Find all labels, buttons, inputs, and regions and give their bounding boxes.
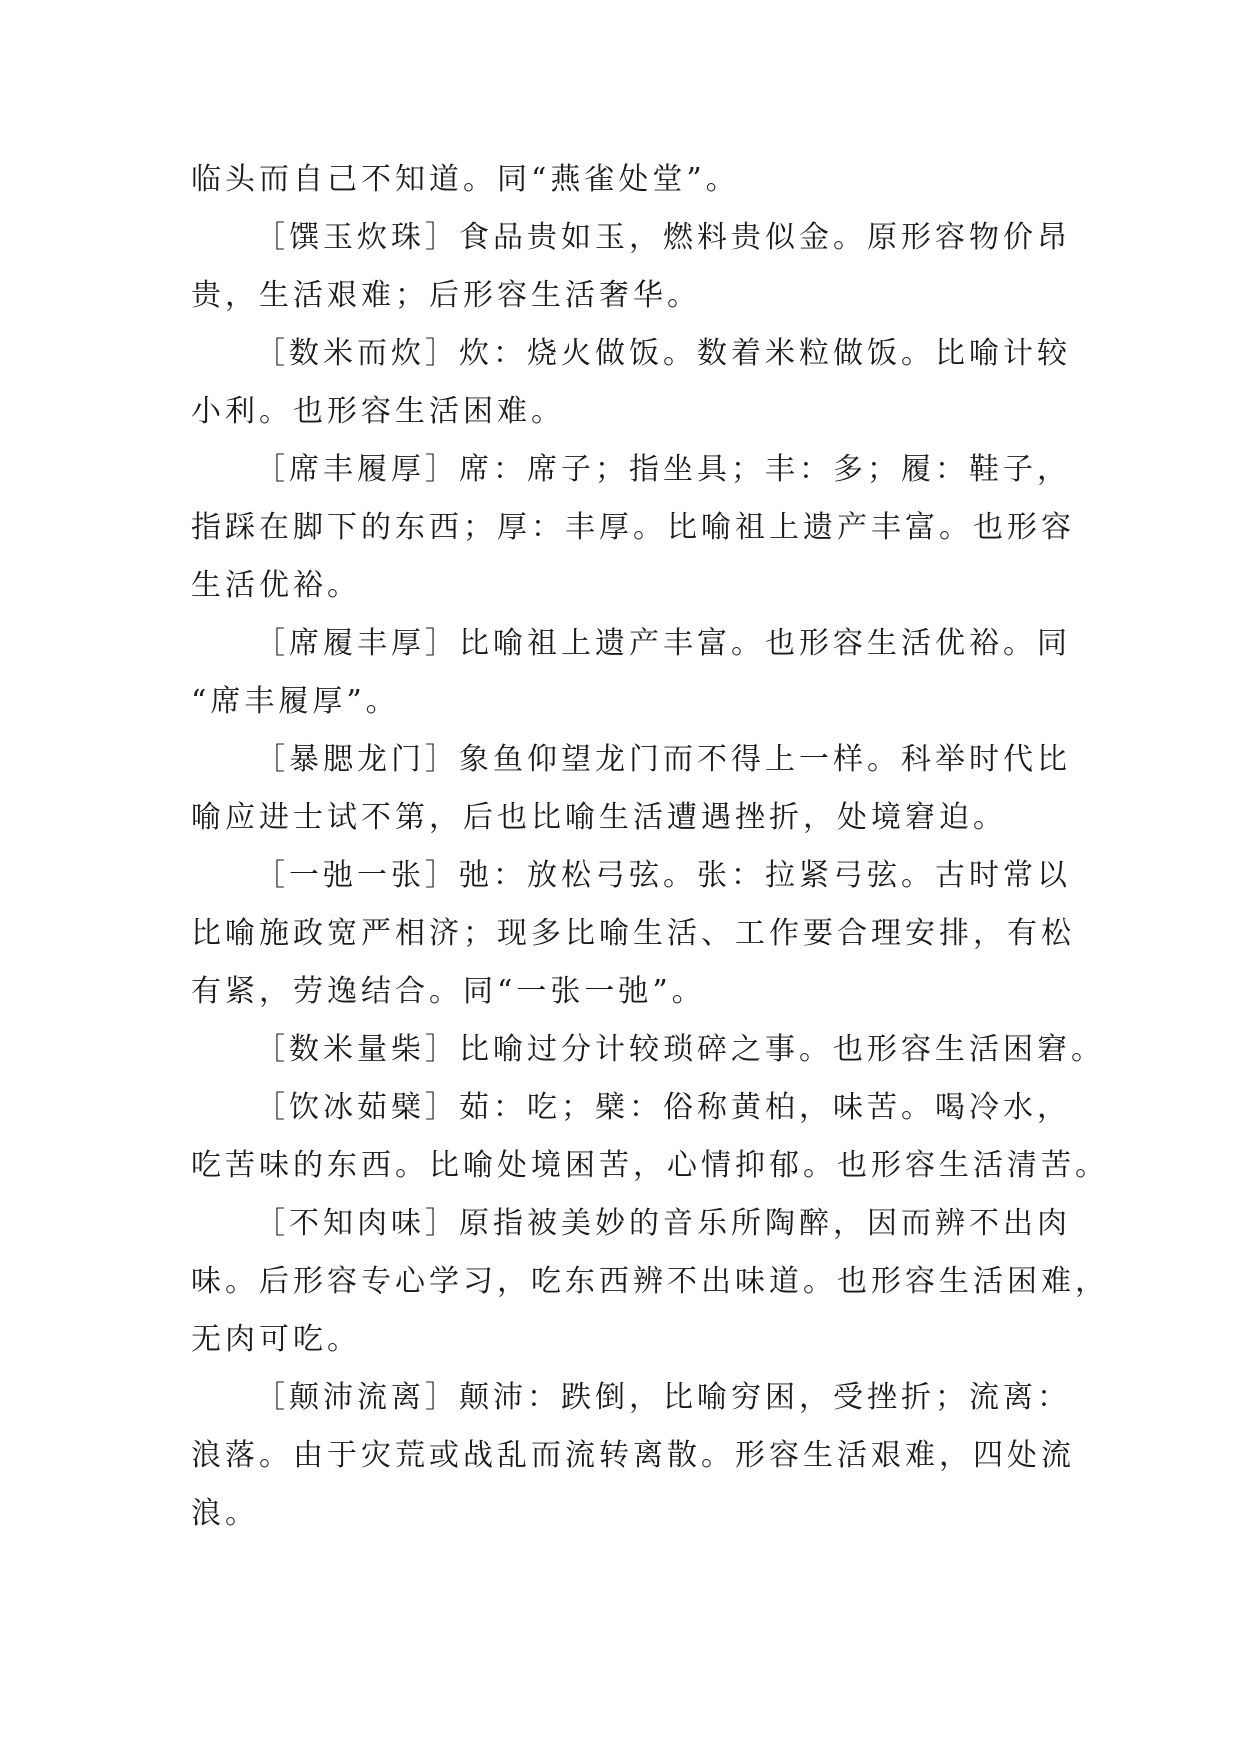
text-line: 喻应进士试不第，后也比喻生活遭遇挫折，处境窘迫。 xyxy=(191,800,1007,835)
text-line: 贵，生活艰难；后形容生活奢华。 xyxy=(191,278,701,313)
text-line: 浪落。由于灾荒或战乱而流转离散。形容生活艰难，四处流 xyxy=(191,1438,1075,1473)
idiom-entry-first-line: ［不知肉味］原指被美妙的音乐所陶醉，因而辨不出肉 xyxy=(255,1206,1071,1241)
text-line: 无肉可吃。 xyxy=(191,1322,361,1357)
text-line: 小利。也形容生活困难。 xyxy=(191,394,565,429)
idiom-entry-first-line: ［席履丰厚］比喻祖上遗产丰富。也形容生活优裕。同 xyxy=(255,626,1071,661)
idiom-entry-first-line: ［数米而炊］炊：烧火做饭。数着米粒做饭。比喻计较 xyxy=(255,336,1071,371)
text-line: 有紧，劳逸结合。同“一张一弛”。 xyxy=(191,974,706,1009)
idiom-entry-first-line: ［馔玉炊珠］食品贵如玉，燃料贵似金。原形容物价昂 xyxy=(255,220,1071,255)
text-line: 生活优裕。 xyxy=(191,568,361,603)
text-line: 吃苦味的东西。比喻处境困苦，心情抑郁。也形容生活清苦。 xyxy=(191,1148,1109,1183)
text-line: 浪。 xyxy=(191,1496,259,1531)
text-line: 比喻施政宽严相济；现多比喻生活、工作要合理安排，有松 xyxy=(191,916,1075,951)
idiom-entry-first-line: ［一弛一张］弛：放松弓弦。张：拉紧弓弦。古时常以 xyxy=(255,858,1071,893)
idiom-entry-first-line: ［饮冰茹檗］茹：吃；檗：俗称黄柏，味苦。喝冷水， xyxy=(255,1090,1071,1125)
text-line: “席丰履厚”。 xyxy=(191,684,400,719)
idiom-text-block xyxy=(191,151,1109,1543)
idiom-entry-first-line: ［数米量柴］比喻过分计较琐碎之事。也形容生活困窘。 xyxy=(255,1032,1105,1067)
text-line: 指踩在脚下的东西；厚：丰厚。比喻祖上遗产丰富。也形容 xyxy=(191,510,1075,545)
idiom-entry-first-line: ［席丰履厚］席：席子；指坐具；丰：多；履：鞋子， xyxy=(255,452,1071,487)
idiom-entry-first-line: ［暴腮龙门］象鱼仰望龙门而不得上一样。科举时代比 xyxy=(255,742,1071,777)
idiom-entry-first-line: ［颠沛流离］颠沛：跌倒，比喻穷困，受挫折；流离： xyxy=(255,1380,1071,1415)
text-line: 临头而自己不知道。同“燕雀处堂”。 xyxy=(191,162,740,197)
text-line: 味。后形容专心学习，吃东西辨不出味道。也形容生活困难， xyxy=(191,1264,1109,1299)
